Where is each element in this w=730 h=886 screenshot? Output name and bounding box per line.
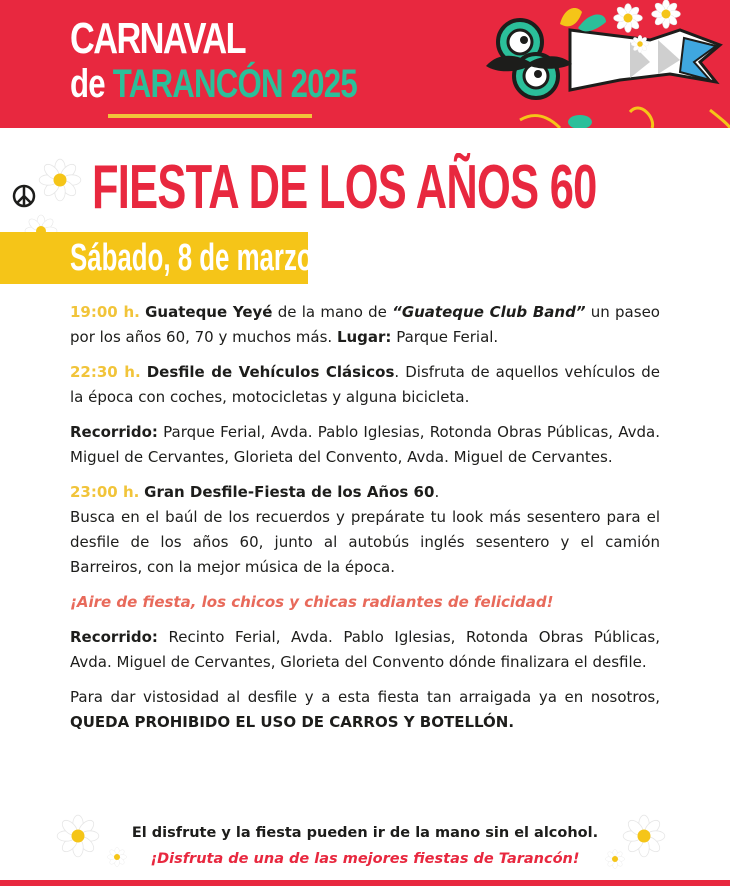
prohibition-notice [70, 685, 660, 735]
carnival-mascot-icon [480, 0, 730, 128]
event-guateque [70, 300, 660, 350]
closing-message [90, 820, 640, 872]
page-title: FIESTA DE LOS AÑOS 60 [92, 153, 597, 222]
event-text: Busca en el baúl de los recuerdos y prepárate tu look más sesentero para el desfile de los años 60, junto al autobús inglés sesentero y el camión Barreiros, con la mejor música de la época. [70, 508, 660, 576]
route-label: Recorrido: [70, 628, 158, 646]
daisy-icon [38, 158, 82, 202]
brand-underline [108, 114, 312, 118]
place-label: Lugar: [336, 328, 392, 346]
route-classic-vehicles [70, 420, 660, 470]
brand-subtitle [70, 62, 357, 107]
bottom-bar [0, 880, 730, 886]
brand-town: TARANCÓN 2025 [112, 62, 357, 106]
event-name-end: . [434, 483, 440, 501]
event-date: Sábado, 8 de marzo [70, 237, 313, 279]
event-grand-parade [70, 480, 660, 580]
event-name: Gran Desfile-Fiesta de los Años 60 [144, 483, 435, 501]
route-text: Parque Ferial, Avda. Pablo Iglesias, Rotonda Obras Públicas, Avda. Miguel de Cervantes, Glorieta del Convento, Avda. Miguel de Cervantes. [70, 423, 660, 466]
band-name: “Guateque Club Band” [392, 303, 586, 321]
event-time: 23:00 h. [70, 483, 140, 501]
event-name: Guateque Yeyé [145, 303, 273, 321]
route-label: Recorrido: [70, 423, 158, 441]
brand-de: de [70, 62, 105, 106]
route-text: Recinto Ferial, Avda. Pablo Iglesias, Rotonda Obras Públicas, Avda. Miguel de Cervantes, Glorieta del Convento dónde finalizara el desfile. [70, 628, 660, 671]
event-classic-vehicles [70, 360, 660, 410]
closing-line-2: ¡Disfruta de una de las mejores fiestas de Tarancón! [150, 851, 580, 867]
notice-text: Para dar vistosidad al desfile y a esta fiesta tan arraigada ya en nosotros, [70, 688, 660, 706]
place-value: Parque Ferial. [391, 328, 499, 346]
route-grand-parade [70, 625, 660, 675]
header-banner [0, 0, 730, 128]
event-time: 22:30 h. [70, 363, 141, 381]
slogan: ¡Aire de fiesta, los chicos y chicas radiantes de felicidad! [70, 593, 554, 611]
event-time: 19:00 h. [70, 303, 140, 321]
brand-title: CARNAVAL [70, 14, 246, 63]
closing-line-1: El disfrute y la fiesta pueden ir de la mano sin el alcohol. [131, 825, 599, 841]
event-name: Desfile de Vehículos Clásicos [146, 363, 395, 381]
event-text: de la mano de [272, 303, 393, 321]
notice-warning: QUEDA PROHIBIDO EL USO DE CARROS Y BOTELLÓN. [70, 713, 515, 731]
peace-sign-icon [11, 183, 37, 209]
event-text: . Disfruta de aquellos vehículos de la época con coches, motocicletas y alguna bicicleta. [70, 363, 661, 406]
event-text: un paseo por los años 60, 70 y muchos más. [70, 303, 660, 346]
program-content [70, 300, 660, 745]
